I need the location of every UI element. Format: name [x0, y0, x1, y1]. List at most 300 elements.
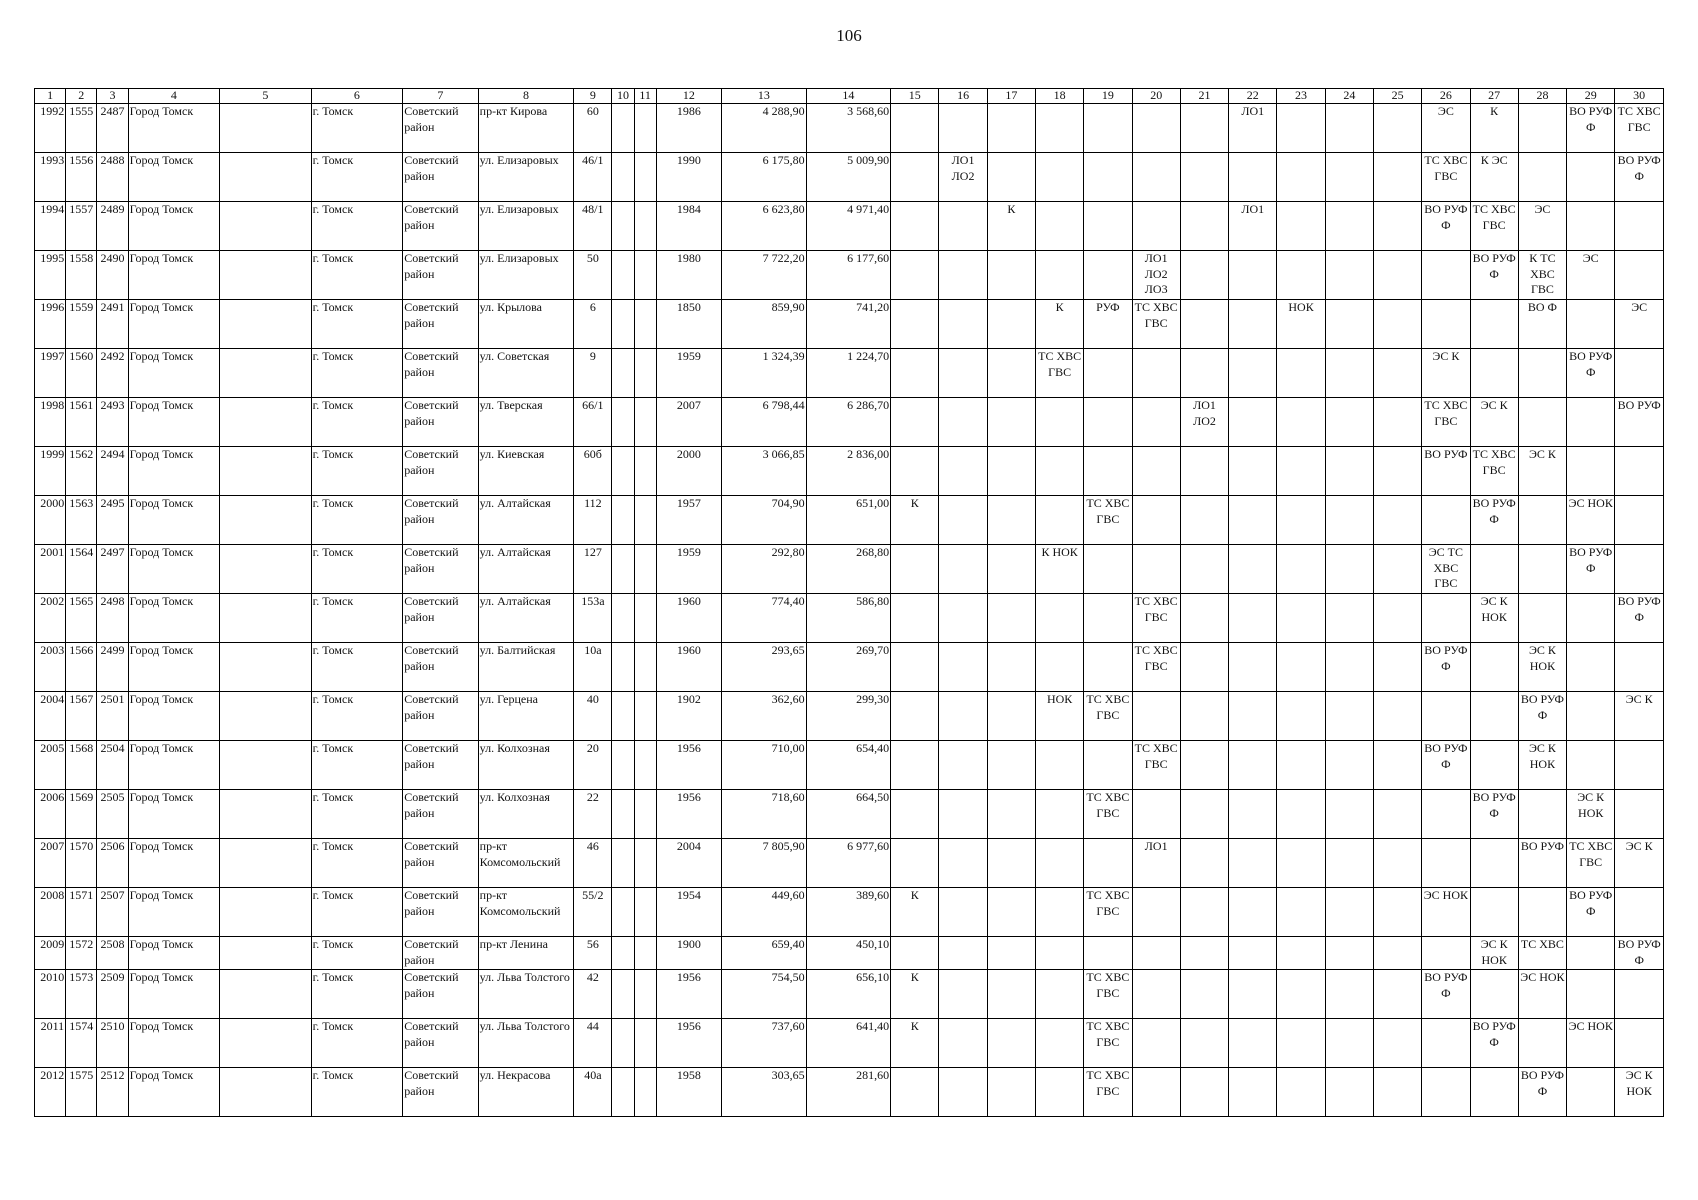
- cell-col-30: [1615, 251, 1664, 300]
- cell-col-18: [1035, 398, 1083, 447]
- cell-col-29: [1567, 398, 1615, 447]
- cell-col-22: [1229, 741, 1277, 790]
- cell-col-3: 2490: [97, 251, 128, 300]
- cell-col-27: [1470, 839, 1518, 888]
- cell-col-4: Город Томск: [128, 251, 220, 300]
- cell-col-8: пр-кт Комсомольский: [478, 839, 574, 888]
- cell-col-10: [612, 1068, 634, 1117]
- cell-col-18: К: [1035, 300, 1083, 349]
- cell-col-30: ТС ХВС ГВС: [1615, 104, 1664, 153]
- cell-col-1: 2007: [35, 839, 66, 888]
- cell-col-20: [1132, 1019, 1180, 1068]
- cell-col-6: г. Томск: [311, 970, 403, 1019]
- cell-col-24: [1325, 496, 1373, 545]
- cell-col-21: [1180, 790, 1228, 839]
- cell-col-26: ВО РУФ Ф: [1422, 202, 1470, 251]
- cell-col-8: ул. Алтайская: [478, 496, 574, 545]
- cell-col-6: г. Томск: [311, 349, 403, 398]
- cell-col-23: [1277, 1019, 1325, 1068]
- cell-col-19: [1084, 839, 1132, 888]
- cell-col-10: [612, 790, 634, 839]
- cell-col-22: [1229, 251, 1277, 300]
- cell-col-21: [1180, 970, 1228, 1019]
- cell-col-14: 6 977,60: [806, 839, 891, 888]
- cell-col-4: Город Томск: [128, 970, 220, 1019]
- cell-col-24: [1325, 888, 1373, 937]
- cell-col-5: [220, 1068, 312, 1117]
- cell-col-4: Город Томск: [128, 937, 220, 970]
- cell-col-2: 1557: [66, 202, 97, 251]
- cell-col-1: 2002: [35, 594, 66, 643]
- cell-col-24: [1325, 790, 1373, 839]
- cell-col-11: [634, 888, 656, 937]
- cell-col-18: [1035, 496, 1083, 545]
- cell-col-19: [1084, 153, 1132, 202]
- cell-col-25: [1373, 104, 1421, 153]
- cell-col-19: ТС ХВС ГВС: [1084, 790, 1132, 839]
- cell-col-1: 2001: [35, 545, 66, 594]
- table-row: [35, 104, 1664, 153]
- cell-col-1: 1997: [35, 349, 66, 398]
- cell-col-3: 2489: [97, 202, 128, 251]
- cell-col-22: ЛО1: [1229, 202, 1277, 251]
- cell-col-7: Советский район: [403, 1019, 478, 1068]
- cell-col-20: ЛО1: [1132, 839, 1180, 888]
- table-row: [35, 790, 1664, 839]
- cell-col-17: [987, 349, 1035, 398]
- cell-col-21: [1180, 741, 1228, 790]
- cell-col-26: [1422, 937, 1470, 970]
- cell-col-4: Город Томск: [128, 398, 220, 447]
- cell-col-9: 22: [574, 790, 612, 839]
- cell-col-22: [1229, 1068, 1277, 1117]
- cell-col-18: К НОК: [1035, 545, 1083, 594]
- cell-col-2: 1558: [66, 251, 97, 300]
- cell-col-27: ТС ХВС ГВС: [1470, 447, 1518, 496]
- cell-col-14: 450,10: [806, 937, 891, 970]
- cell-col-12: 2000: [656, 447, 721, 496]
- cell-col-19: [1084, 545, 1132, 594]
- cell-col-2: 1569: [66, 790, 97, 839]
- cell-col-5: [220, 496, 312, 545]
- cell-col-18: [1035, 447, 1083, 496]
- cell-col-16: [939, 1019, 987, 1068]
- cell-col-2: 1575: [66, 1068, 97, 1117]
- cell-col-4: Город Томск: [128, 1068, 220, 1117]
- cell-col-22: [1229, 300, 1277, 349]
- cell-col-20: [1132, 545, 1180, 594]
- cell-col-10: [612, 251, 634, 300]
- cell-col-21: [1180, 202, 1228, 251]
- cell-col-1: 1992: [35, 104, 66, 153]
- cell-col-2: 1574: [66, 1019, 97, 1068]
- cell-col-25: [1373, 692, 1421, 741]
- cell-col-22: [1229, 692, 1277, 741]
- cell-col-22: [1229, 349, 1277, 398]
- cell-col-12: 1954: [656, 888, 721, 937]
- cell-col-28: ЭС К НОК: [1518, 741, 1566, 790]
- table-row: [35, 1068, 1664, 1117]
- cell-col-3: 2505: [97, 790, 128, 839]
- cell-col-7: Советский район: [403, 692, 478, 741]
- cell-col-25: [1373, 888, 1421, 937]
- cell-col-29: [1567, 643, 1615, 692]
- cell-col-15: [891, 202, 939, 251]
- cell-col-11: [634, 349, 656, 398]
- cell-col-2: 1563: [66, 496, 97, 545]
- cell-col-1: 2008: [35, 888, 66, 937]
- cell-col-15: [891, 300, 939, 349]
- cell-col-28: ЭС К: [1518, 447, 1566, 496]
- cell-col-8: ул. Колхозная: [478, 741, 574, 790]
- cell-col-20: [1132, 496, 1180, 545]
- cell-col-5: [220, 202, 312, 251]
- cell-col-28: [1518, 594, 1566, 643]
- cell-col-27: ЭС К НОК: [1470, 937, 1518, 970]
- cell-col-19: [1084, 643, 1132, 692]
- cell-col-29: [1567, 970, 1615, 1019]
- cell-col-26: [1422, 300, 1470, 349]
- cell-col-24: [1325, 643, 1373, 692]
- cell-col-6: г. Томск: [311, 937, 403, 970]
- cell-col-8: ул. Льва Толстого: [478, 1019, 574, 1068]
- cell-col-18: [1035, 202, 1083, 251]
- cell-col-9: 153а: [574, 594, 612, 643]
- cell-col-9: 112: [574, 496, 612, 545]
- cell-col-17: [987, 251, 1035, 300]
- cell-col-3: 2507: [97, 888, 128, 937]
- cell-col-27: [1470, 1068, 1518, 1117]
- cell-col-23: [1277, 741, 1325, 790]
- column-header-23: 23: [1277, 89, 1325, 104]
- cell-col-3: 2510: [97, 1019, 128, 1068]
- column-header-7: 7: [403, 89, 478, 104]
- cell-col-5: [220, 447, 312, 496]
- cell-col-14: 2 836,00: [806, 447, 891, 496]
- cell-col-14: 664,50: [806, 790, 891, 839]
- cell-col-20: [1132, 104, 1180, 153]
- cell-col-15: [891, 839, 939, 888]
- cell-col-27: [1470, 300, 1518, 349]
- cell-col-24: [1325, 594, 1373, 643]
- cell-col-8: ул. Советская: [478, 349, 574, 398]
- cell-col-25: [1373, 741, 1421, 790]
- cell-col-13: 292,80: [722, 545, 807, 594]
- cell-col-15: К: [891, 1019, 939, 1068]
- cell-col-11: [634, 153, 656, 202]
- cell-col-4: Город Томск: [128, 104, 220, 153]
- cell-col-25: [1373, 594, 1421, 643]
- cell-col-20: [1132, 970, 1180, 1019]
- cell-col-7: Советский район: [403, 888, 478, 937]
- cell-col-7: Советский район: [403, 741, 478, 790]
- column-header-27: 27: [1470, 89, 1518, 104]
- column-header-4: 4: [128, 89, 220, 104]
- cell-col-8: ул. Елизаровых: [478, 153, 574, 202]
- cell-col-1: 2012: [35, 1068, 66, 1117]
- cell-col-11: [634, 202, 656, 251]
- cell-col-3: 2493: [97, 398, 128, 447]
- cell-col-8: ул. Льва Толстого: [478, 970, 574, 1019]
- cell-col-23: [1277, 104, 1325, 153]
- cell-col-7: Советский район: [403, 496, 478, 545]
- cell-col-15: [891, 741, 939, 790]
- cell-col-27: ВО РУФ Ф: [1470, 790, 1518, 839]
- cell-col-12: 1960: [656, 594, 721, 643]
- cell-col-21: [1180, 888, 1228, 937]
- cell-col-17: [987, 970, 1035, 1019]
- table-row: [35, 349, 1664, 398]
- cell-col-21: [1180, 937, 1228, 970]
- cell-col-2: 1559: [66, 300, 97, 349]
- cell-col-9: 66/1: [574, 398, 612, 447]
- cell-col-17: [987, 545, 1035, 594]
- cell-col-20: ТС ХВС ГВС: [1132, 643, 1180, 692]
- column-header-3: 3: [97, 89, 128, 104]
- column-header-20: 20: [1132, 89, 1180, 104]
- cell-col-24: [1325, 104, 1373, 153]
- cell-col-8: пр-кт Кирова: [478, 104, 574, 153]
- cell-col-2: 1573: [66, 970, 97, 1019]
- cell-col-17: [987, 398, 1035, 447]
- cell-col-16: [939, 937, 987, 970]
- cell-col-26: ТС ХВС ГВС: [1422, 398, 1470, 447]
- cell-col-2: 1566: [66, 643, 97, 692]
- cell-col-18: [1035, 1019, 1083, 1068]
- cell-col-13: 303,65: [722, 1068, 807, 1117]
- cell-col-16: [939, 1068, 987, 1117]
- cell-col-11: [634, 496, 656, 545]
- column-header-28: 28: [1518, 89, 1566, 104]
- cell-col-2: 1560: [66, 349, 97, 398]
- cell-col-20: [1132, 1068, 1180, 1117]
- cell-col-12: 1959: [656, 349, 721, 398]
- cell-col-9: 42: [574, 970, 612, 1019]
- cell-col-1: 2011: [35, 1019, 66, 1068]
- cell-col-14: 389,60: [806, 888, 891, 937]
- cell-col-24: [1325, 349, 1373, 398]
- cell-col-12: 1986: [656, 104, 721, 153]
- cell-col-18: [1035, 643, 1083, 692]
- cell-col-30: [1615, 545, 1664, 594]
- cell-col-27: К: [1470, 104, 1518, 153]
- cell-col-28: [1518, 104, 1566, 153]
- cell-col-24: [1325, 1068, 1373, 1117]
- cell-col-19: РУФ: [1084, 300, 1132, 349]
- table-row: [35, 545, 1664, 594]
- cell-col-29: [1567, 153, 1615, 202]
- cell-col-2: 1561: [66, 398, 97, 447]
- cell-col-11: [634, 1019, 656, 1068]
- column-header-30: 30: [1615, 89, 1664, 104]
- cell-col-6: г. Томск: [311, 692, 403, 741]
- cell-col-29: ВО РУФ Ф: [1567, 104, 1615, 153]
- cell-col-7: Советский район: [403, 300, 478, 349]
- cell-col-5: [220, 643, 312, 692]
- table-row: [35, 741, 1664, 790]
- cell-col-25: [1373, 349, 1421, 398]
- cell-col-29: [1567, 1068, 1615, 1117]
- cell-col-15: [891, 398, 939, 447]
- cell-col-12: 1850: [656, 300, 721, 349]
- cell-col-21: [1180, 496, 1228, 545]
- cell-col-17: [987, 790, 1035, 839]
- cell-col-30: [1615, 202, 1664, 251]
- cell-col-26: ВО РУФ Ф: [1422, 741, 1470, 790]
- cell-col-6: г. Томск: [311, 251, 403, 300]
- cell-col-20: [1132, 202, 1180, 251]
- cell-col-1: 1994: [35, 202, 66, 251]
- cell-col-23: [1277, 153, 1325, 202]
- cell-col-24: [1325, 1019, 1373, 1068]
- cell-col-25: [1373, 398, 1421, 447]
- cell-col-17: [987, 496, 1035, 545]
- cell-col-2: 1562: [66, 447, 97, 496]
- cell-col-11: [634, 839, 656, 888]
- cell-col-27: [1470, 349, 1518, 398]
- cell-col-24: [1325, 153, 1373, 202]
- cell-col-5: [220, 888, 312, 937]
- cell-col-23: [1277, 1068, 1325, 1117]
- cell-col-26: [1422, 790, 1470, 839]
- cell-col-21: ЛО1 ЛО2: [1180, 398, 1228, 447]
- cell-col-12: 1902: [656, 692, 721, 741]
- cell-col-11: [634, 790, 656, 839]
- cell-col-23: НОК: [1277, 300, 1325, 349]
- cell-col-4: Город Томск: [128, 741, 220, 790]
- cell-col-3: 2509: [97, 970, 128, 1019]
- cell-col-15: [891, 937, 939, 970]
- cell-col-4: Город Томск: [128, 594, 220, 643]
- cell-col-21: [1180, 692, 1228, 741]
- cell-col-3: 2512: [97, 1068, 128, 1117]
- cell-col-13: 737,60: [722, 1019, 807, 1068]
- cell-col-15: [891, 153, 939, 202]
- cell-col-4: Город Томск: [128, 1019, 220, 1068]
- cell-col-17: [987, 839, 1035, 888]
- cell-col-6: г. Томск: [311, 741, 403, 790]
- cell-col-28: ЭС: [1518, 202, 1566, 251]
- cell-col-6: г. Томск: [311, 398, 403, 447]
- cell-col-29: ВО РУФ Ф: [1567, 888, 1615, 937]
- cell-col-3: 2501: [97, 692, 128, 741]
- cell-col-29: ЭС К НОК: [1567, 790, 1615, 839]
- cell-col-15: [891, 643, 939, 692]
- cell-col-12: 1984: [656, 202, 721, 251]
- column-header-18: 18: [1035, 89, 1083, 104]
- cell-col-21: [1180, 153, 1228, 202]
- column-header-13: 13: [722, 89, 807, 104]
- cell-col-14: 6 177,60: [806, 251, 891, 300]
- cell-col-11: [634, 300, 656, 349]
- cell-col-21: [1180, 104, 1228, 153]
- cell-col-30: ВО РУФ Ф: [1615, 153, 1664, 202]
- cell-col-19: [1084, 741, 1132, 790]
- cell-col-6: г. Томск: [311, 1019, 403, 1068]
- cell-col-20: [1132, 790, 1180, 839]
- cell-col-16: [939, 251, 987, 300]
- cell-col-17: [987, 104, 1035, 153]
- cell-col-18: [1035, 741, 1083, 790]
- cell-col-15: [891, 349, 939, 398]
- column-header-21: 21: [1180, 89, 1228, 104]
- cell-col-11: [634, 741, 656, 790]
- cell-col-13: 659,40: [722, 937, 807, 970]
- cell-col-4: Город Томск: [128, 692, 220, 741]
- cell-col-5: [220, 104, 312, 153]
- cell-col-15: [891, 692, 939, 741]
- column-header-17: 17: [987, 89, 1035, 104]
- cell-col-6: г. Томск: [311, 104, 403, 153]
- cell-col-14: 1 224,70: [806, 349, 891, 398]
- cell-col-24: [1325, 545, 1373, 594]
- cell-col-28: [1518, 790, 1566, 839]
- cell-col-9: 40: [574, 692, 612, 741]
- cell-col-30: [1615, 970, 1664, 1019]
- cell-col-5: [220, 970, 312, 1019]
- cell-col-29: [1567, 692, 1615, 741]
- cell-col-15: [891, 1068, 939, 1117]
- cell-col-13: 3 066,85: [722, 447, 807, 496]
- cell-col-20: ЛО1 ЛО2 ЛО3: [1132, 251, 1180, 300]
- cell-col-8: ул. Колхозная: [478, 790, 574, 839]
- table-row: [35, 594, 1664, 643]
- column-header-22: 22: [1229, 89, 1277, 104]
- cell-col-1: 2003: [35, 643, 66, 692]
- cell-col-30: [1615, 349, 1664, 398]
- cell-col-10: [612, 643, 634, 692]
- table-row: [35, 153, 1664, 202]
- cell-col-28: [1518, 545, 1566, 594]
- cell-col-26: ВО РУФ: [1422, 447, 1470, 496]
- cell-col-16: [939, 692, 987, 741]
- cell-col-28: ВО РУФ: [1518, 839, 1566, 888]
- cell-col-25: [1373, 937, 1421, 970]
- cell-col-16: [939, 104, 987, 153]
- cell-col-10: [612, 970, 634, 1019]
- cell-col-29: [1567, 300, 1615, 349]
- column-header-1: 1: [35, 89, 66, 104]
- cell-col-22: [1229, 839, 1277, 888]
- cell-col-28: ВО РУФ Ф: [1518, 1068, 1566, 1117]
- cell-col-29: ТС ХВС ГВС: [1567, 839, 1615, 888]
- cell-col-5: [220, 937, 312, 970]
- cell-col-3: 2504: [97, 741, 128, 790]
- cell-col-27: [1470, 888, 1518, 937]
- cell-col-22: [1229, 1019, 1277, 1068]
- cell-col-9: 48/1: [574, 202, 612, 251]
- table-row: [35, 937, 1664, 970]
- column-header-5: 5: [220, 89, 312, 104]
- cell-col-17: [987, 153, 1035, 202]
- cell-col-23: [1277, 692, 1325, 741]
- cell-col-12: 1956: [656, 1019, 721, 1068]
- cell-col-6: г. Томск: [311, 888, 403, 937]
- cell-col-7: Советский район: [403, 153, 478, 202]
- cell-col-18: [1035, 839, 1083, 888]
- cell-col-9: 6: [574, 300, 612, 349]
- cell-col-5: [220, 839, 312, 888]
- cell-col-8: ул. Киевская: [478, 447, 574, 496]
- cell-col-14: 269,70: [806, 643, 891, 692]
- cell-col-21: [1180, 839, 1228, 888]
- cell-col-28: К ТС ХВС ГВС: [1518, 251, 1566, 300]
- cell-col-28: [1518, 496, 1566, 545]
- cell-col-9: 56: [574, 937, 612, 970]
- cell-col-13: 710,00: [722, 741, 807, 790]
- column-header-26: 26: [1422, 89, 1470, 104]
- cell-col-26: [1422, 496, 1470, 545]
